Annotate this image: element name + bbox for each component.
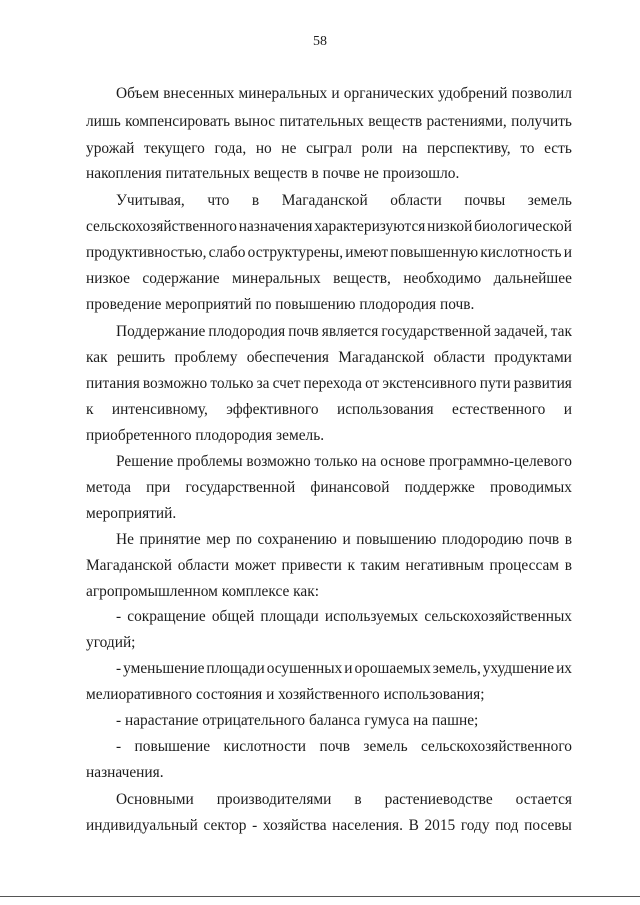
text-line-content: продуктивностью, слабо оструктурены, имеют повышенную кислотность и (86, 244, 572, 261)
text-line-content: агропромышленном комплексе как: (86, 583, 319, 600)
text-line-content: - сокращение общей площади используемых сельскохозяйственных (116, 608, 572, 625)
text-line-content: к интенсивному, эффективного использования естественного и (86, 401, 572, 418)
text-line-content: как решить проблему обеспечения Магаданской области продуктами (86, 349, 572, 366)
text-line-content: Не принятие мер по сохранению и повышению плодородию почв в (116, 531, 572, 548)
text-line-content: - повышение кислотности почв земель сельскохозяйственного (116, 738, 572, 755)
text-line-content: Основными производителями в растениеводстве остается (116, 791, 572, 808)
text-line-content: сельскохозяйственного назначения характеризуются низкой биологической (86, 218, 572, 235)
text-line-content: угодий; (86, 634, 136, 651)
text-line-content: Объем внесенных минеральных и органических удобрений позволил (116, 85, 572, 102)
text-line-content: проведение мероприятий по повышению плодородия почв. (86, 296, 475, 313)
text-line-content: мелиоративного состояния и хозяйственного использования; (86, 686, 485, 703)
text-line-content: метода при государственной финансовой поддержке проводимых (86, 479, 572, 496)
page-number: 58 (313, 34, 327, 49)
text-line-content: приобретенного плодородия земель. (86, 427, 325, 444)
text-line-content: назначения. (86, 764, 164, 781)
text-line-content: урожай текущего года, но не сыграл роли на перспективу, то есть (86, 140, 572, 157)
page-bottom-rule (0, 896, 640, 897)
text-line-content: Решение проблемы возможно только на основе программно-целевого (116, 453, 572, 470)
text-line-content: лишь компенсировать вынос питательных веществ растениями, получить (86, 113, 572, 130)
text-line-content: питания возможно только за счет перехода от экстенсивного пути развития (86, 375, 572, 392)
text-line-content: - нарастание отрицательного баланса гумуса на пашне; (116, 712, 479, 729)
text-line-content: Поддержание плодородия почв является государственной задачей, так (116, 323, 572, 340)
text-line-content: Учитывая, что в Магаданской области почвы земель (116, 192, 572, 209)
text-line-content: низкое содержание минеральных веществ, необходимо дальнейшее (86, 270, 572, 287)
text-line-content: накопления питательных веществ в почве не произошло. (86, 165, 460, 182)
text-line-content: мероприятий. (86, 505, 177, 522)
text-line-content: - уменьшение площади осушенных и орошаемых земель, ухудшение их (116, 660, 572, 677)
text-line-content: Магаданской области может привести к таким негативным процессам в (86, 557, 572, 574)
text-line-content: индивидуальный сектор - хозяйства населения. В 2015 году под посевы (86, 817, 572, 834)
